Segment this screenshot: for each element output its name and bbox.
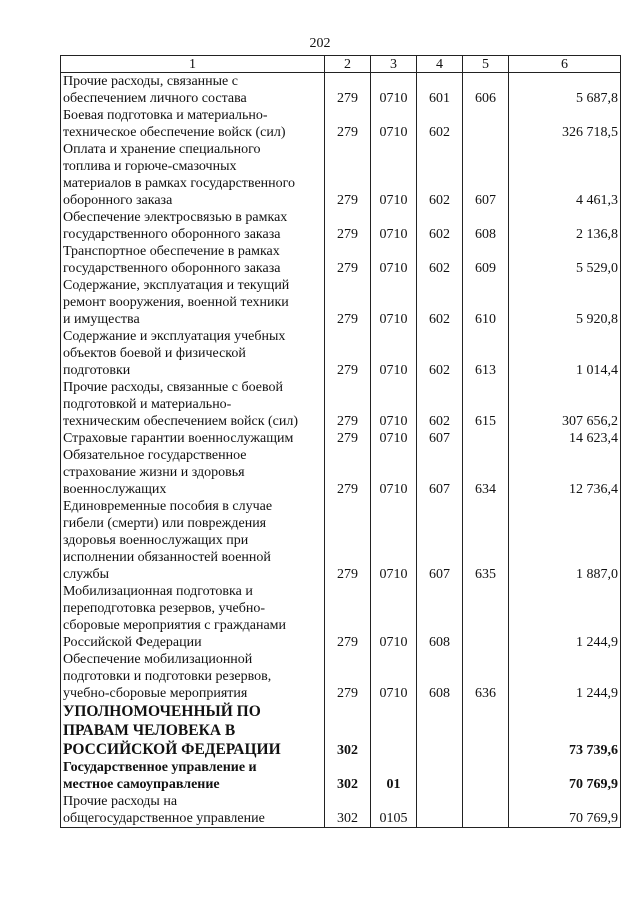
column-header: 3 — [371, 56, 417, 73]
row-code-2: 279 — [325, 209, 371, 243]
row-code-5: 636 — [463, 651, 509, 702]
row-code-3: 0710 — [371, 328, 417, 379]
row-code-3: 01 — [371, 759, 417, 793]
row-code-4: 602 — [417, 328, 463, 379]
row-code-2: 279 — [325, 430, 371, 447]
row-code-5: 615 — [463, 379, 509, 430]
row-code-2: 279 — [325, 328, 371, 379]
row-amount: 5 920,8 — [509, 277, 621, 328]
table-row — [61, 141, 621, 209]
table-row — [61, 209, 621, 243]
row-code-2: 279 — [325, 651, 371, 702]
row-code-5: 610 — [463, 277, 509, 328]
row-amount: 70 769,9 — [509, 793, 621, 828]
row-code-5: 608 — [463, 209, 509, 243]
row-amount: 4 461,3 — [509, 141, 621, 209]
row-amount: 2 136,8 — [509, 209, 621, 243]
table-row — [61, 107, 621, 141]
row-name: Прочие расходы, связанные с боевой подготовкой и материально- техническим обеспечением войск (сил) — [61, 379, 325, 430]
row-code-3: 0710 — [371, 107, 417, 141]
row-code-4: 602 — [417, 277, 463, 328]
row-code-5 — [463, 107, 509, 141]
row-code-4: 608 — [417, 651, 463, 702]
row-name: Содержание и эксплуатация учебных объектов боевой и физической подготовки — [61, 328, 325, 379]
table-body — [61, 73, 621, 828]
row-code-3: 0710 — [371, 73, 417, 108]
table-row — [61, 498, 621, 583]
row-code-3: 0710 — [371, 277, 417, 328]
row-code-3: 0710 — [371, 243, 417, 277]
row-amount: 307 656,2 — [509, 379, 621, 430]
row-code-4: 602 — [417, 379, 463, 430]
row-code-3: 0710 — [371, 430, 417, 447]
page-number: 202 — [309, 36, 331, 51]
row-code-4 — [417, 702, 463, 759]
row-amount: 1 887,0 — [509, 498, 621, 583]
row-code-4: 602 — [417, 243, 463, 277]
row-name: Боевая подготовка и материально- техническое обеспечение войск (сил) — [61, 107, 325, 141]
table-row — [61, 583, 621, 651]
table-row — [61, 793, 621, 828]
row-name: Обеспечение электросвязью в рамках государственного оборонного заказа — [61, 209, 325, 243]
row-code-2: 279 — [325, 277, 371, 328]
row-code-3: 0710 — [371, 498, 417, 583]
row-code-3: 0105 — [371, 793, 417, 828]
column-header: 2 — [325, 56, 371, 73]
row-code-2: 279 — [325, 447, 371, 498]
row-amount: 1 244,9 — [509, 651, 621, 702]
row-name: Мобилизационная подготовка и переподготовка резервов, учебно- сборовые мероприятия с гражданами Российской Федерации — [61, 583, 325, 651]
table-row — [61, 702, 621, 759]
row-code-3: 0710 — [371, 209, 417, 243]
row-amount: 5 529,0 — [509, 243, 621, 277]
row-code-3: 0710 — [371, 447, 417, 498]
table-row — [61, 73, 621, 108]
table-row — [61, 430, 621, 447]
table-row — [61, 447, 621, 498]
row-code-3: 0710 — [371, 583, 417, 651]
row-name: УПОЛНОМОЧЕННЫЙ ПО ПРАВАМ ЧЕЛОВЕКА В РОССИЙСКОЙ ФЕДЕРАЦИИ — [61, 702, 325, 759]
table-row — [61, 328, 621, 379]
table-row — [61, 277, 621, 328]
row-code-3: 0710 — [371, 141, 417, 209]
row-code-5 — [463, 702, 509, 759]
row-code-2: 279 — [325, 107, 371, 141]
row-code-4: 602 — [417, 141, 463, 209]
column-header: 6 — [509, 56, 621, 73]
column-header: 5 — [463, 56, 509, 73]
row-name: Обеспечение мобилизационной подготовки и подготовки резервов, учебно-сборовые мероприятия — [61, 651, 325, 702]
row-code-2: 302 — [325, 793, 371, 828]
row-code-2: 279 — [325, 243, 371, 277]
row-name: Государственное управление и местное самоуправление — [61, 759, 325, 793]
row-code-2: 279 — [325, 379, 371, 430]
row-name: Прочие расходы на общегосударственное управление — [61, 793, 325, 828]
row-code-3: 0710 — [371, 651, 417, 702]
row-code-2: 279 — [325, 73, 371, 108]
table-row — [61, 651, 621, 702]
column-number-row — [61, 56, 621, 73]
row-code-5 — [463, 583, 509, 651]
row-code-4: 601 — [417, 73, 463, 108]
row-code-4: 608 — [417, 583, 463, 651]
row-code-5: 609 — [463, 243, 509, 277]
row-code-5: 635 — [463, 498, 509, 583]
row-name: Оплата и хранение специального топлива и горюче-смазочных материалов в рамках государственного оборонного заказа — [61, 141, 325, 209]
row-code-4 — [417, 793, 463, 828]
row-code-4: 607 — [417, 430, 463, 447]
row-code-5: 606 — [463, 73, 509, 108]
row-code-4: 602 — [417, 107, 463, 141]
row-code-5: 634 — [463, 447, 509, 498]
row-code-4 — [417, 759, 463, 793]
row-amount: 5 687,8 — [509, 73, 621, 108]
row-name: Содержание, эксплуатация и текущий ремонт вооружения, военной техники и имущества — [61, 277, 325, 328]
row-name: Прочие расходы, связанные с обеспечением личного состава — [61, 73, 325, 108]
row-code-5 — [463, 430, 509, 447]
row-amount: 326 718,5 — [509, 107, 621, 141]
row-code-2: 279 — [325, 583, 371, 651]
row-code-2: 302 — [325, 702, 371, 759]
row-amount: 14 623,4 — [509, 430, 621, 447]
column-header: 1 — [61, 56, 325, 73]
row-amount: 1 244,9 — [509, 583, 621, 651]
row-code-3: 0710 — [371, 379, 417, 430]
row-code-3 — [371, 702, 417, 759]
row-code-5 — [463, 793, 509, 828]
row-name: Транспортное обеспечение в рамках государственного оборонного заказа — [61, 243, 325, 277]
table-row — [61, 243, 621, 277]
table-row — [61, 759, 621, 793]
row-amount: 73 739,6 — [509, 702, 621, 759]
row-amount: 70 769,9 — [509, 759, 621, 793]
row-name: Обязательное государственное страхование жизни и здоровья военнослужащих — [61, 447, 325, 498]
row-code-2: 279 — [325, 141, 371, 209]
row-code-4: 607 — [417, 447, 463, 498]
table-row — [61, 379, 621, 430]
row-name: Страховые гарантии военнослужащим — [61, 430, 325, 447]
row-code-2: 302 — [325, 759, 371, 793]
row-code-5: 607 — [463, 141, 509, 209]
column-header: 4 — [417, 56, 463, 73]
row-amount: 12 736,4 — [509, 447, 621, 498]
row-code-4: 602 — [417, 209, 463, 243]
row-name: Единовременные пособия в случае гибели (смерти) или повреждения здоровья военнослужащих при исполнении обязанностей военной службы — [61, 498, 325, 583]
row-code-4: 607 — [417, 498, 463, 583]
budget-table — [60, 55, 621, 828]
row-code-5: 613 — [463, 328, 509, 379]
row-code-2: 279 — [325, 498, 371, 583]
row-amount: 1 014,4 — [509, 328, 621, 379]
row-code-5 — [463, 759, 509, 793]
